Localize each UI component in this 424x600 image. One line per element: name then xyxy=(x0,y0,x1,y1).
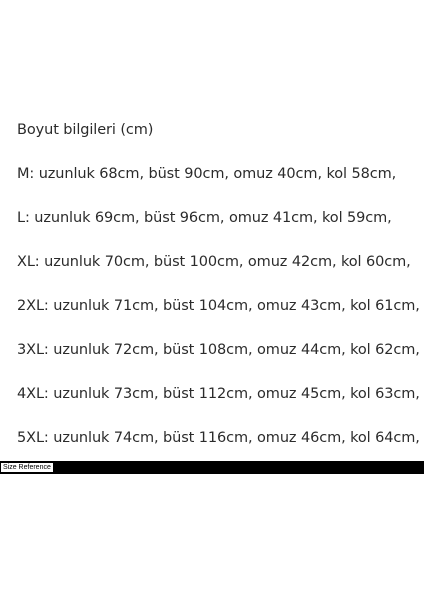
size-info-list xyxy=(17,119,420,471)
size-row-m: M: uzunluk 68cm, büst 90cm, omuz 40cm, kol 58cm, xyxy=(17,166,397,182)
size-row-xl: XL: uzunluk 70cm, büst 100cm, omuz 42cm, kol 60cm, xyxy=(17,254,411,270)
size-reference-bar xyxy=(0,461,424,474)
size-row-2xl: 2XL: uzunluk 71cm, büst 104cm, omuz 43cm, kol 61cm, xyxy=(17,298,420,314)
size-row-3xl: 3XL: uzunluk 72cm, büst 108cm, omuz 44cm, kol 62cm, xyxy=(17,342,420,358)
size-info-title: Boyut bilgileri (cm) xyxy=(17,122,154,138)
size-reference-label: Size Reference xyxy=(3,464,51,471)
size-row-l: L: uzunluk 69cm, büst 96cm, omuz 41cm, kol 59cm, xyxy=(17,210,392,226)
size-row-4xl: 4XL: uzunluk 73cm, büst 112cm, omuz 45cm, kol 63cm, xyxy=(17,386,420,402)
size-row-5xl: 5XL: uzunluk 74cm, büst 116cm, omuz 46cm, kol 64cm, xyxy=(17,430,420,446)
